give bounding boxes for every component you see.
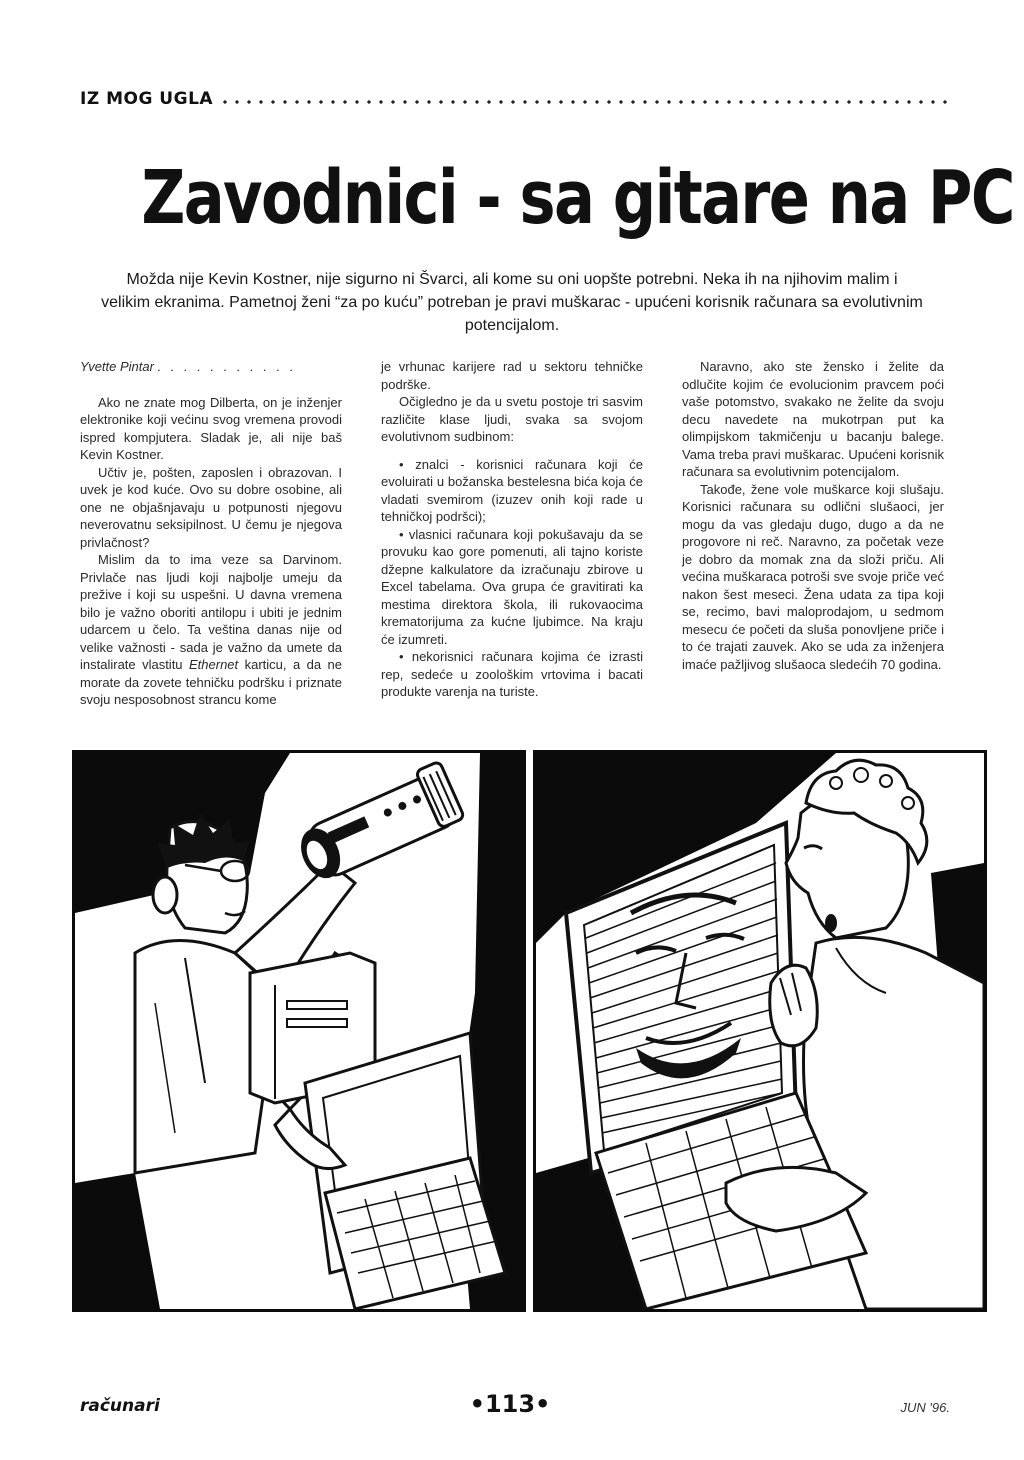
section-header <box>80 88 955 110</box>
section-label: IZ MOG UGLA <box>80 89 214 109</box>
paragraph: Ako ne znate mog Dilberta, on je inženjer elektronike koji većinu svog vremena provodi ispred kompjutera. Sladak je, ali nije baš Kevin Kostner. <box>80 394 342 462</box>
author-name: Yvette Pintar <box>80 359 154 374</box>
magazine-name: računari <box>80 1396 160 1416</box>
comic-panel-camera-man <box>72 750 526 1312</box>
page-number: •113• <box>469 1390 551 1418</box>
article-lead: Možda nije Kevin Kostner, nije sigurno ni Švarci, ali kome su oni uopšte potrebni. Neka ih na njihovim malim i velikim ekranima. Pametnoj ženi “za po kuću” potreban je pravi muškarac - upućeni korisnik računara sa evolutivnim potencijalom. <box>101 271 923 334</box>
comic-illustration-camera-man <box>75 753 523 1309</box>
comic-panel-screen-woman <box>533 750 987 1312</box>
paragraph: Očigledno je da u svetu postoje tri sasvim različite klase ljudi, svaka sa svojom evolutivnom sudbinom: <box>381 394 643 444</box>
paragraph: Naravno, ako ste žensko i želite da odlučite kojim će evolucionim pravcem poći vaše potomstvo, svakako ne želite da svoju decu navedete na mukotrpan put ka olimpijskom takmičenju u bacanju balege. Vama treba pravi muškarac. Upućeni korisnik računara sa evolutivnim potencijalom. <box>682 359 944 479</box>
author-dot-leader: . . . . . . . . . . . <box>157 359 297 374</box>
author-byline <box>80 358 342 376</box>
article-title: Zavodnici - sa gitare na PC <box>141 155 1014 241</box>
comic-illustration-screen-woman <box>536 753 984 1309</box>
bullet-item: • znalci - korisnici računara koji će evoluirati u božanska bestelesna bića koja će vladati svemirom (izuzev onih koji rade u tehničkoj podršci); <box>381 456 643 524</box>
paragraph <box>80 551 342 709</box>
article-column-1 <box>80 358 342 709</box>
paragraph: Takođe, žene vole muškarce koji slušaju. Korisnici računara su odlični slušaoci, jer mogu da vas gledaju dugo, dugo a da ne progovore ni reč. Naravno, za početak veze je dobro da momak zna da složi priču. Ali većina muškaraca potroši sve svoje priče već nakon šest meseci. Žena udata za tipa koji se, recimo, bavi maloprodajom, u sedmom mesecu će početi da sluša ponovljene priče i to će trajati zauvek. Ako se uda za inženjera imaće pažljivog slušaoca sledećih 70 godina. <box>682 481 944 672</box>
article-column-2 <box>381 358 643 701</box>
article-column-3 <box>682 358 944 673</box>
bullet-item: • vlasnici računara koji pokušavaju da se provuku kao gore pomenuti, ali tajno koriste džepne kalkulatore da izračunaju zbirove u Excel tabelama. Ova grupa će gravitirati ka mestima direktora škola, ili rukovaocima krematorijuma za kućne ljubimce. Na kraju će izumreti. <box>381 526 643 647</box>
emphasis-term: Ethernet <box>189 657 239 672</box>
spacer <box>381 446 643 456</box>
paragraph-text: Mislim da to ima veze sa Darvinom. Privlače nas ljudi koji najbolje umeju da prežive i koji su uspešni. U davna vremena bilo je važno oboriti antilopu i ubiti je jednim udarcem u čelo. Ta veština danas nije od velike važnosti - sada je važno da umete da instalirate vlastitu <box>80 552 342 672</box>
paragraph: je vrhunac karijere rad u sektoru tehničke podrške. <box>381 359 643 392</box>
paragraph: Učtiv je, pošten, zaposlen i obrazovan. I uvek je kod kuće. Ovo su dobre osobine, ali one ne objašnjavaju u potpunosti njegovu neverovatnu seksipilnost. U čemu je njegova privlačnost? <box>80 464 342 550</box>
section-dot-leader <box>219 99 955 105</box>
bullet-item: • nekorisnici računara kojima će izrasti rep, sedeće u zoološkim vrtovima i bacati produkte varenja na turiste. <box>381 649 643 699</box>
paragraph-text: karticu, a da ne morate da zovete tehničku podršku i priznate svoju nesposobnost strancu kome <box>80 657 342 707</box>
issue-date: JUN '96. <box>900 1400 950 1415</box>
